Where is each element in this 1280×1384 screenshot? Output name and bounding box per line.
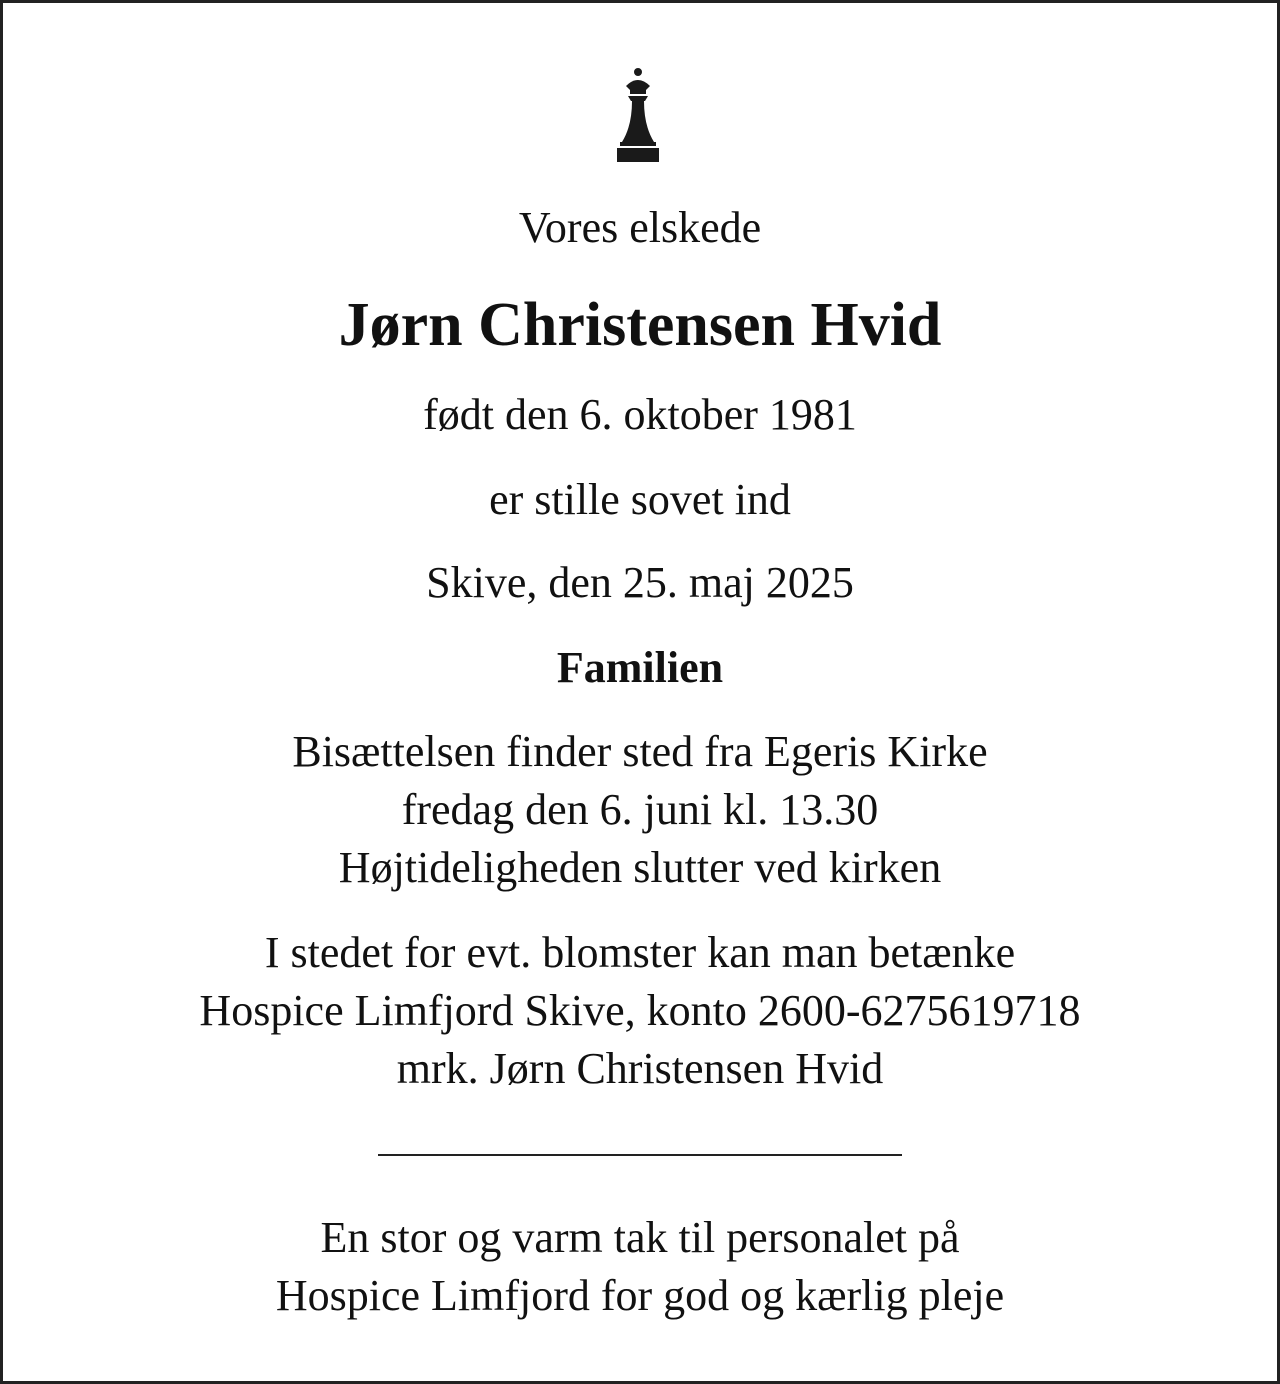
- birth-date: født den 6. oktober 1981: [423, 390, 857, 439]
- passed-text: er stille sovet ind: [489, 475, 791, 524]
- deceased-name: Jørn Christensen Hvid: [338, 291, 942, 359]
- intro-text: Vores elskede: [518, 203, 762, 252]
- funeral-line: Bisættelsen finder sted fra Egeris Kirke: [292, 727, 988, 776]
- donation-line: I stedet for evt. blomster kan man betænke: [264, 928, 1016, 977]
- signed-by: Familien: [556, 643, 724, 692]
- donation-line: mrk. Jørn Christensen Hvid: [396, 1044, 884, 1093]
- thanks-line: Hospice Limfjord for god og kærlig pleje: [275, 1271, 1005, 1320]
- place-date: Skive, den 25. maj 2025: [426, 558, 854, 607]
- donation-line: Hospice Limfjord Skive, konto 2600-6275619718: [199, 986, 1081, 1035]
- funeral-line: fredag den 6. juni kl. 13.30: [401, 785, 879, 834]
- funeral-line: Højtideligheden slutter ved kirken: [338, 843, 942, 892]
- chess-queen-icon: [608, 64, 668, 164]
- thanks-line: En stor og varm tak til personalet på: [320, 1213, 960, 1262]
- divider: [378, 1154, 902, 1156]
